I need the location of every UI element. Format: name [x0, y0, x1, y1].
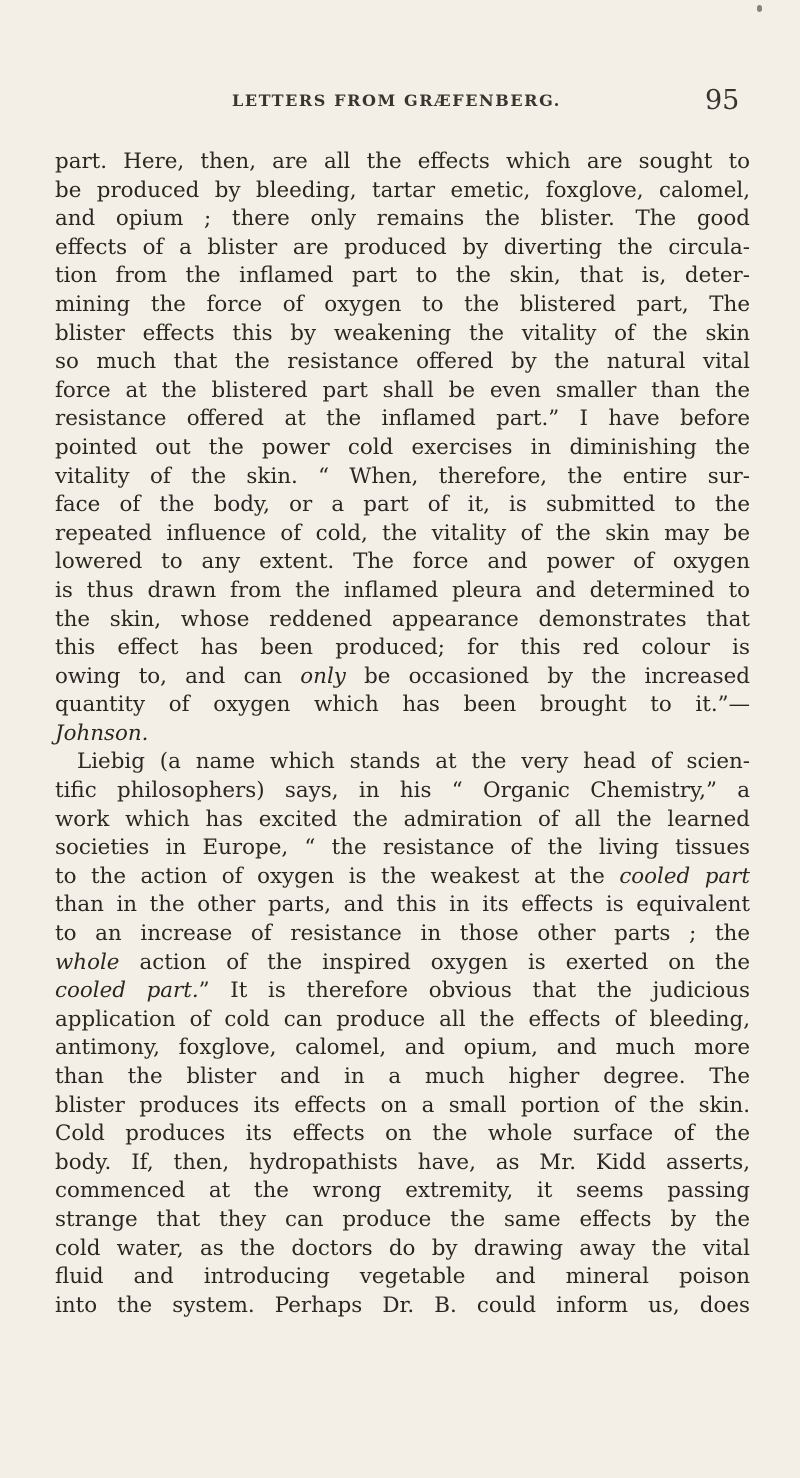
text-line: commenced at the wrong extremity, it seems passing: [55, 1178, 750, 1204]
text-line: [55, 977, 750, 1006]
text-line: application of cold can produce all the effects of bleeding,: [55, 1006, 750, 1032]
text-line: fluid and introducing vegetable and mineral poison: [55, 1264, 750, 1290]
text-line: resistance offered at the inflamed part.” I have before: [55, 406, 750, 432]
text-line: to an increase of resistance in those other parts ; the: [55, 921, 750, 947]
text-segment: action of the inspired oxygen is exerted on the: [139, 949, 750, 975]
paper-speck: [757, 5, 762, 12]
text-line: body. If, then, hydropathists have, as Mr. Kidd asserts,: [55, 1149, 750, 1175]
text-line: work which has excited the admiration of all the learned: [55, 806, 750, 832]
text-line: and opium ; there only remains the blister. The good: [55, 206, 750, 232]
paragraph-start: Liebig (a name which stands at the very head of scien-: [77, 749, 750, 775]
running-head: LETTERS FROM GRÆFENBERG.: [232, 91, 561, 110]
text-line: [55, 863, 750, 892]
text-line: [55, 720, 750, 749]
text-line: lowered to any extent. The force and power of oxygen: [55, 549, 750, 575]
text-line: force at the blistered part shall be even smaller than the: [55, 377, 750, 403]
italic-phrase: cooled part.: [55, 978, 199, 1004]
text-line: strange that they can produce the same effects by the: [55, 1206, 750, 1232]
text-line: [55, 949, 750, 978]
text-line: is thus drawn from the inflamed pleura and determined to: [55, 577, 750, 603]
text-line: [55, 663, 750, 692]
text-line: be produced by bleeding, tartar emetic, foxglove, calomel,: [55, 177, 750, 203]
italic-word: whole: [55, 949, 120, 975]
attribution: Johnson.: [55, 720, 149, 746]
text-line: tific philosophers) says, in his “ Organic Chemistry,” a: [55, 778, 750, 804]
text-line: cold water, as the doctors do by drawing away the vital: [55, 1235, 750, 1261]
text-segment: owing to, and can: [55, 663, 283, 689]
text-line: mining the force of oxygen to the blistered part, The: [55, 291, 750, 317]
page-number: 95: [705, 85, 740, 116]
text-line: vitality of the skin. “ When, therefore, the entire sur-: [55, 463, 750, 489]
text-segment: to the action of oxygen is the weakest at the: [55, 863, 605, 889]
text-line: blister produces its effects on a small portion of the skin.: [55, 1092, 750, 1118]
text-line: pointed out the power cold exercises in diminishing the: [55, 434, 750, 460]
text-line: quantity of oxygen which has been brought to it.”—: [55, 692, 750, 718]
text-line: face of the body, or a part of it, is submitted to the: [55, 492, 750, 518]
text-line: than in the other parts, and this in its effects is equivalent: [55, 892, 750, 918]
text-line: Cold produces its effects on the whole surface of the: [55, 1121, 750, 1147]
text-segment: ” It is therefore obvious that the judicious: [198, 978, 750, 1004]
text-line: the skin, whose reddened appearance demonstrates that: [55, 606, 750, 632]
italic-phrase: cooled part: [619, 863, 750, 889]
page-header: [0, 85, 800, 125]
text-line: societies in Europe, “ the resistance of the living tissues: [55, 835, 750, 861]
text-line: effects of a blister are produced by diverting the circula-: [55, 234, 750, 260]
body-text: [55, 148, 750, 1320]
text-line: this effect has been produced; for this red colour is: [55, 635, 750, 661]
italic-word: only: [300, 663, 346, 689]
text-segment: be occasioned by the increased: [364, 663, 751, 689]
text-line: tion from the inflamed part to the skin, that is, deter-: [55, 263, 750, 289]
text-line: part. Here, then, are all the effects which are sought to: [55, 149, 750, 174]
text-line: than the blister and in a much higher degree. The: [55, 1064, 750, 1089]
text-line: into the system. Perhaps Dr. B. could inform us, does: [55, 1292, 750, 1318]
text-line: blister effects this by weakening the vitality of the skin: [55, 320, 750, 346]
text-line: antimony, foxglove, calomel, and opium, and much more: [55, 1035, 750, 1061]
text-line: repeated influence of cold, the vitality of the skin may be: [55, 520, 750, 546]
text-line: so much that the resistance offered by the natural vital: [55, 349, 750, 375]
